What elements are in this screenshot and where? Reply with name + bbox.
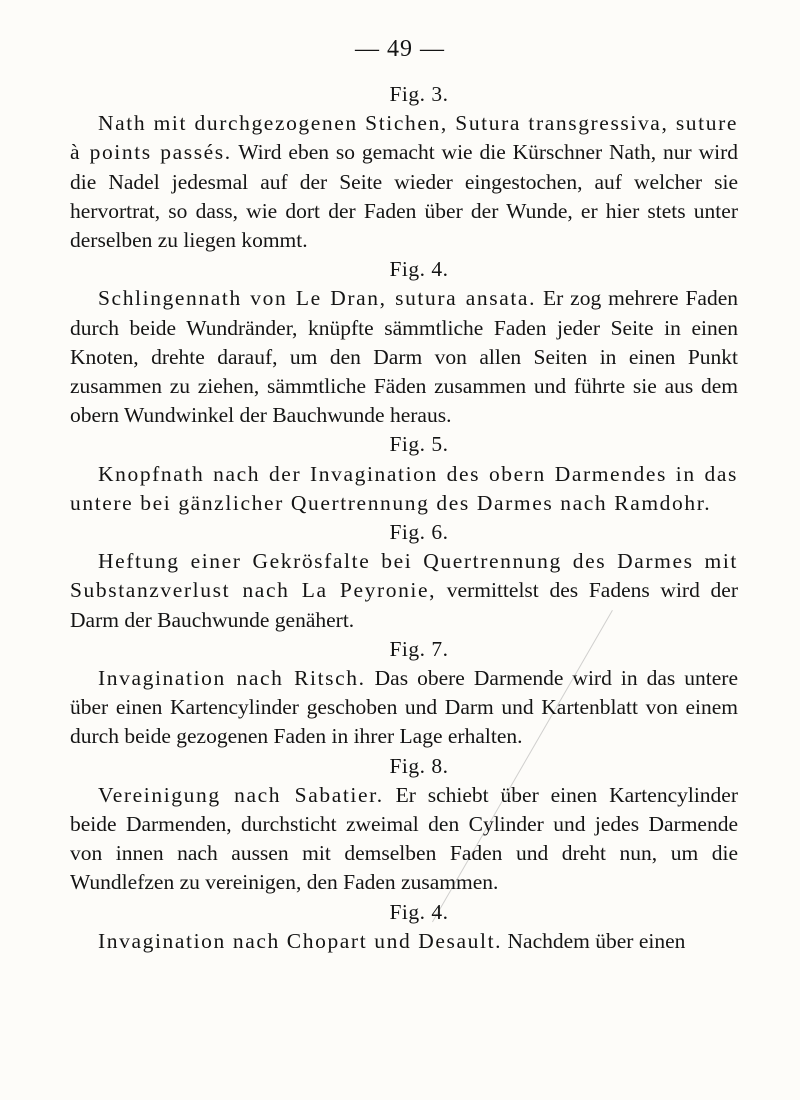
section-fig-8: [70, 781, 738, 898]
fig-label-5: Fig. 5.: [389, 432, 449, 457]
section-body: Nachdem über einen: [502, 928, 686, 953]
section-body: Er zog mehrere Faden durch beide Wundränder, knüpfte sämmtliche Faden jeder Seite in einen Knoten, drehte darauf, um den Darm von allen Seiten in einen Punkt zusammen zu ziehen, sämmtliche Fäden zusammen und führte sie aus dem obern Wundwinkel der Bauchwunde heraus.: [70, 286, 738, 428]
section-fig-6: [70, 547, 738, 635]
section-title: Invagination nach Ritsch.: [98, 666, 366, 691]
fig-label-3: Fig. 3.: [389, 82, 449, 106]
section-title: Invagination nach Chopart und Desault.: [98, 928, 503, 953]
section-body: Wird eben so gemacht wie die Kürschner Nath, nur wird die Nadel jedesmal auf der Seite wieder eingestochen, auf welcher sie hervortrat, so dass, wie dort der Faden über der Wunde, er hier stets unter derselben zu liegen kommt.: [70, 140, 738, 253]
section-body: vermittelst des Fadens wird der Darm der Bauchwunde genähert.: [70, 578, 738, 632]
section-fig-5: [70, 460, 738, 518]
section-title: Nath mit durchgezogenen Stichen, Sutura transgressiva, suture à points passés.: [70, 111, 738, 165]
fig-label-7: Fig. 7.: [389, 636, 449, 661]
text-block: [70, 80, 738, 956]
fig-label-6: Fig. 6.: [389, 520, 449, 545]
section-title: Knopfnath nach der Invagination des obern Darmendes in das untere bei gänzlicher Quertrennung des Darmes nach Ramdohr.: [70, 461, 738, 515]
section-fig-4: [70, 284, 738, 430]
section-title: Vereinigung nach Sabatier.: [98, 782, 384, 807]
section-fig-3: [70, 109, 738, 255]
section-title: Schlingennath von Le Dran, sutura ansata.: [98, 286, 537, 311]
section-body: Das obere Darmende wird in das untere über einen Kartencylinder geschoben und Darm und Kartenblatt von einem durch beide gezogenen Faden in ihrer Lage erhalten.: [70, 666, 739, 749]
fig-label-8: Fig. 8.: [389, 753, 449, 778]
fig-label-4: Fig. 4.: [389, 257, 449, 282]
section-body: Er schiebt über einen Kartencylinder beide Darmenden, durchsticht zweimal den Cylinder und jedes Darmende von innen nach aussen mit demselben Faden und dreht nun, um die Wundlefzen zu vereinigen, den Faden zusammen.: [70, 782, 739, 895]
page-number: — 49 —: [355, 36, 445, 62]
section-title: Heftung einer Gekrösfalte bei Quertrennung des Darmes mit Substanzverlust nach La Peyronie,: [70, 549, 738, 603]
section-fig-7: [70, 664, 738, 752]
fig-label-4-second: Fig. 4.: [389, 899, 449, 924]
section-fig-4-second: [70, 927, 738, 956]
